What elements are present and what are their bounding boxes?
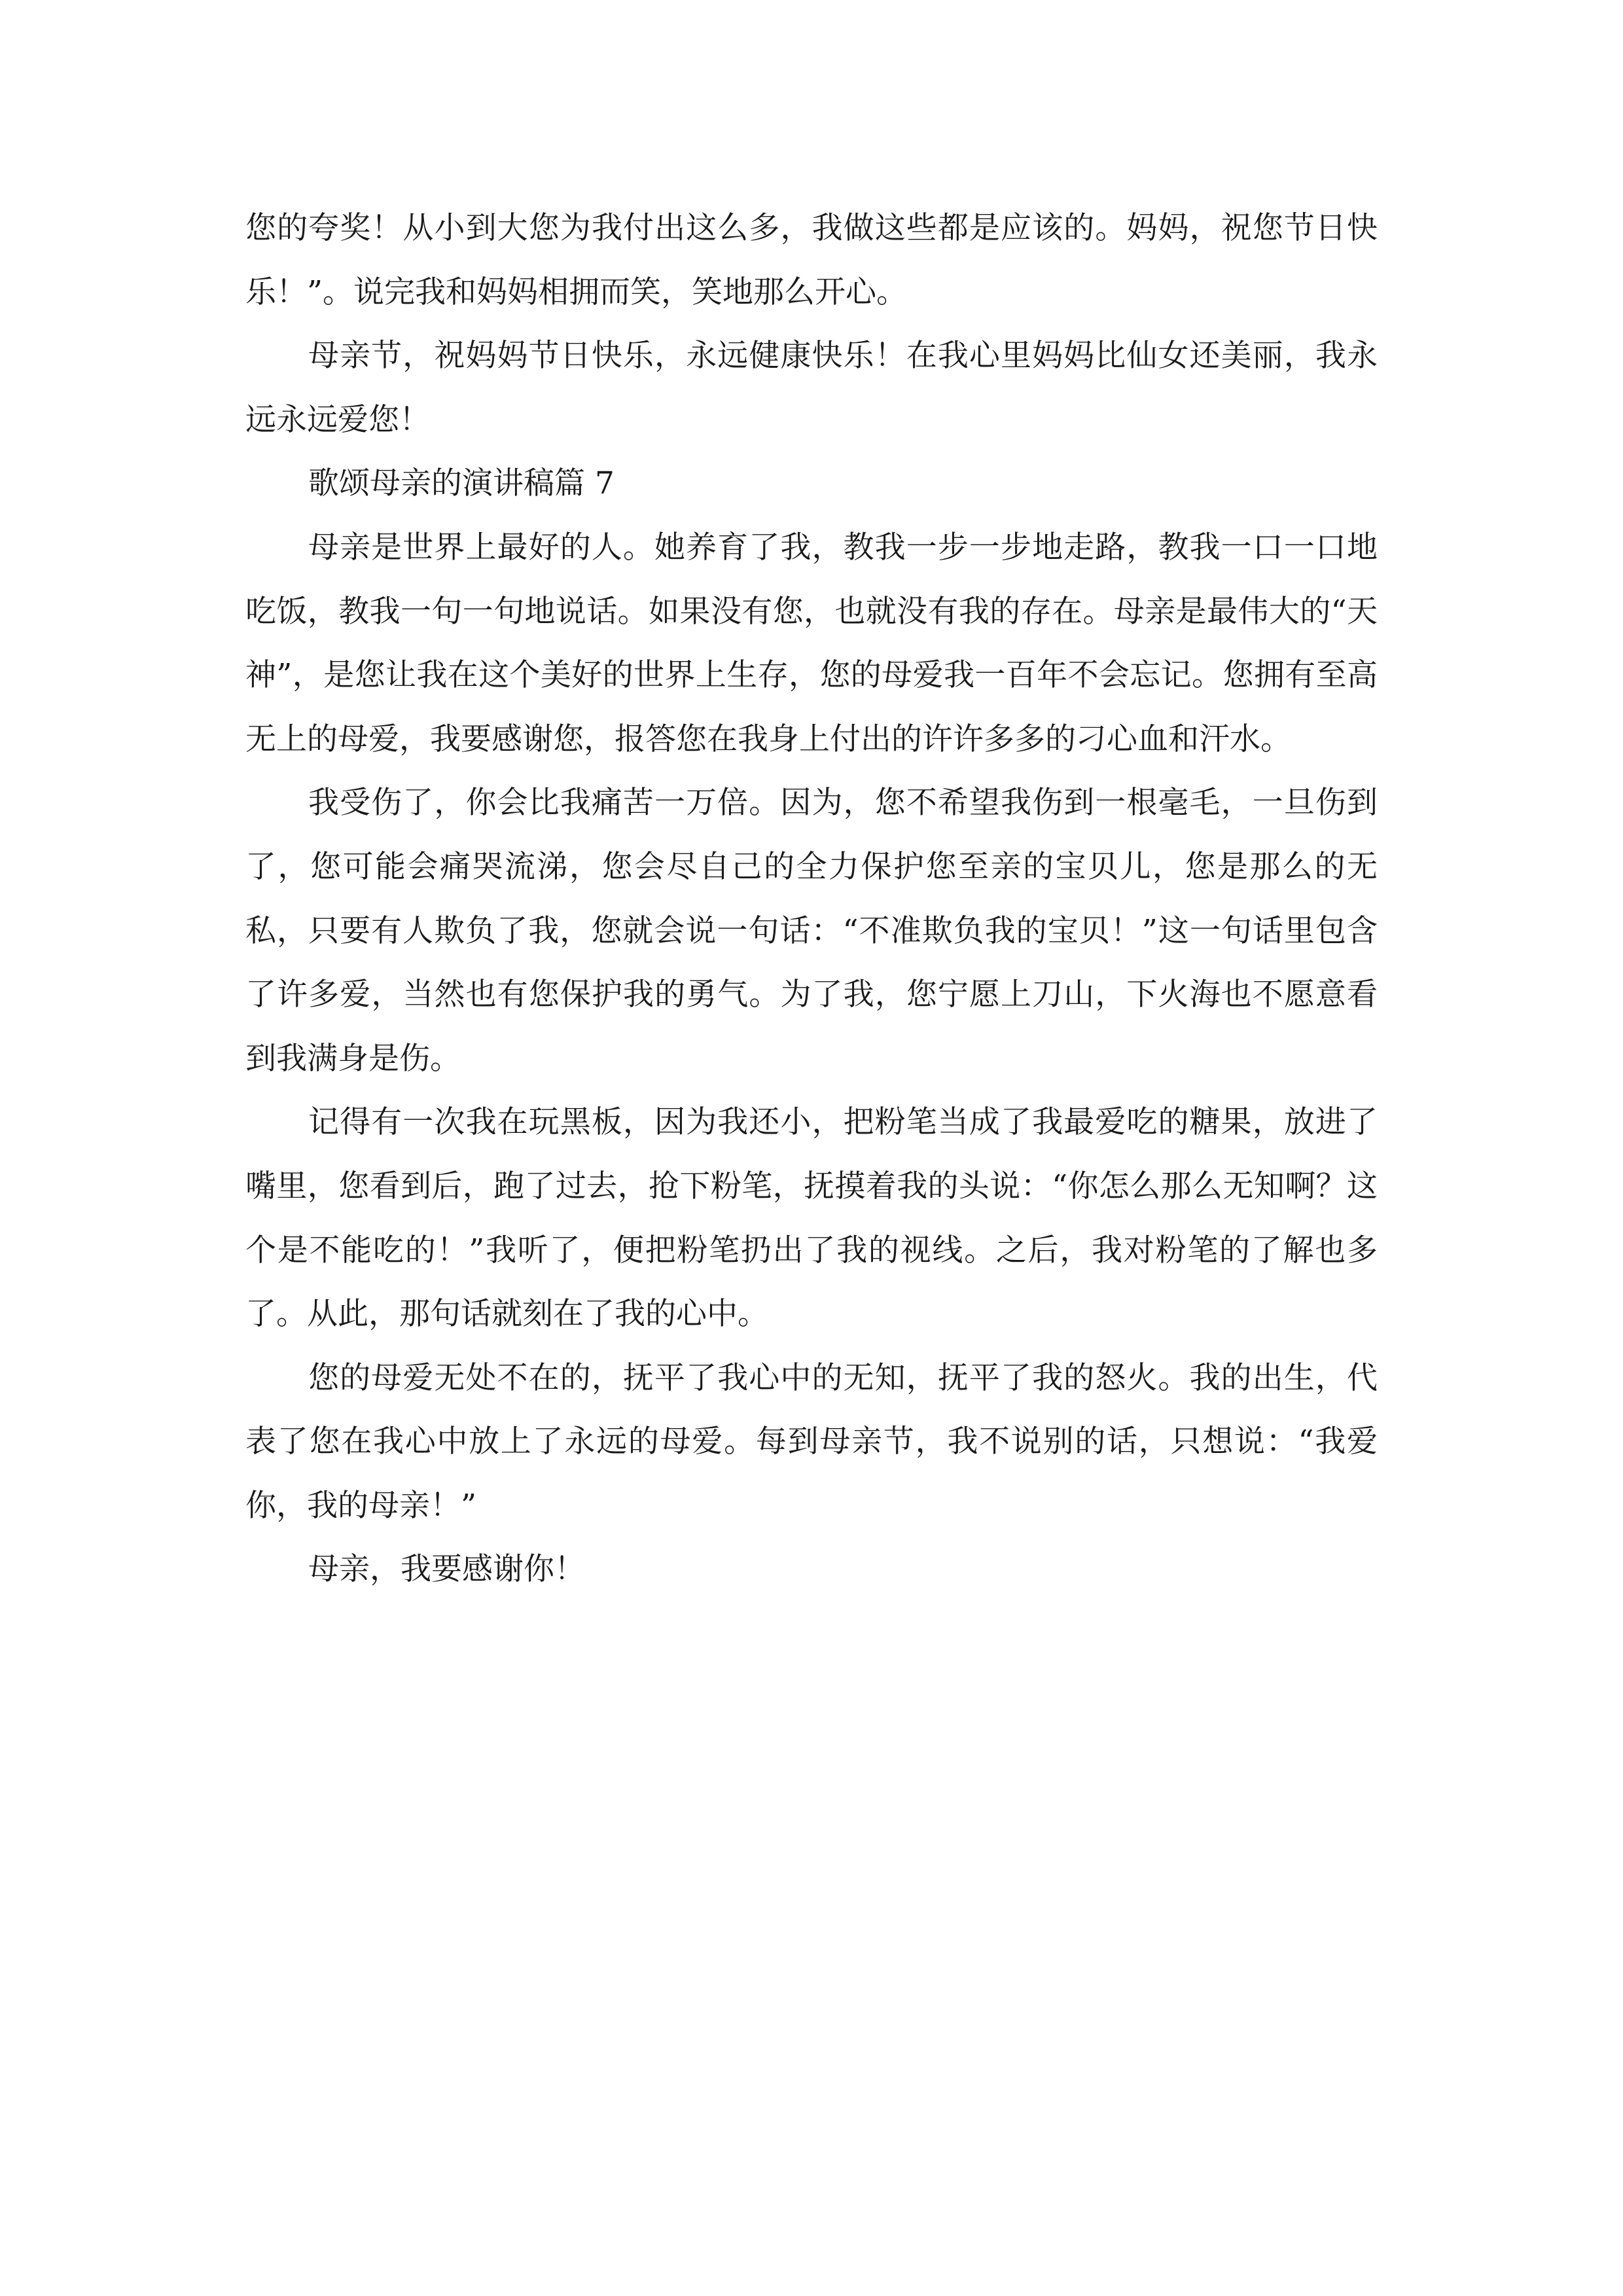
- section-heading: 歌颂母亲的演讲稿篇 7: [308, 465, 615, 502]
- paragraph-love-everywhere: 您的母爱无处不在的，抚平了我心中的无知，抚平了我的怒火。我的出生，代表了您在我心中放上了永远的母爱。每到母亲节，我不说别的话，只想说：“我爱你，我的母亲！”: [245, 1359, 1378, 1524]
- paragraph-best-person: 母亲是世界上最好的人。她养育了我，教我一步一步地走路，教我一口一口地吃饭，教我一句一句地说话。如果没有您，也就没有我的存在。母亲是最伟大的“天神”，是您让我在这个美好的世界上生存，您的母爱我一百年不会忘记。您拥有至高无上的母爱，我要感谢您，报答您在我身上付出的许许多多的刁心血和汗水。: [245, 529, 1378, 757]
- paragraph-mothers-day-wish: 母亲节，祝妈妈节日快乐，永远健康快乐！在我心里妈妈比仙女还美丽，我永远永远爱您！: [245, 338, 1378, 438]
- paragraph-hurt: 我受伤了，你会比我痛苦一万倍。因为，您不希望我伤到一根毫毛，一旦伤到了，您可能会痛哭流涕，您会尽自己的全力保护您至亲的宝贝儿，您是那么的无私，只要有人欺负了我，您就会说一句话：“不准欺负我的宝贝！”这一句话里包含了许多爱，当然也有您保护我的勇气。为了我，您宁愿上刀山，下火海也不愿意看到我满身是伤。: [245, 785, 1378, 1077]
- paragraph-chalk-story: 记得有一次我在玩黑板，因为我还小，把粉笔当成了我最爱吃的糖果，放进了嘴里，您看到后，跑了过去，抢下粉笔，抚摸着我的头说：“你怎么那么无知啊？这个是不能吃的！”我听了，便把粉笔扔出了我的视线。之后，我对粉笔的了解也多了。从此，那句话就刻在了我的心中。: [245, 1104, 1378, 1333]
- paragraph-thanks: 母亲，我要感谢你！: [308, 1551, 585, 1588]
- document-body: [245, 196, 1378, 1602]
- paragraph-continued: 您的夸奖！从小到大您为我付出这么多，我做这些都是应该的。妈妈，祝您节日快乐！”。说完我和妈妈相拥而笑，笑地那么开心。: [245, 210, 1378, 310]
